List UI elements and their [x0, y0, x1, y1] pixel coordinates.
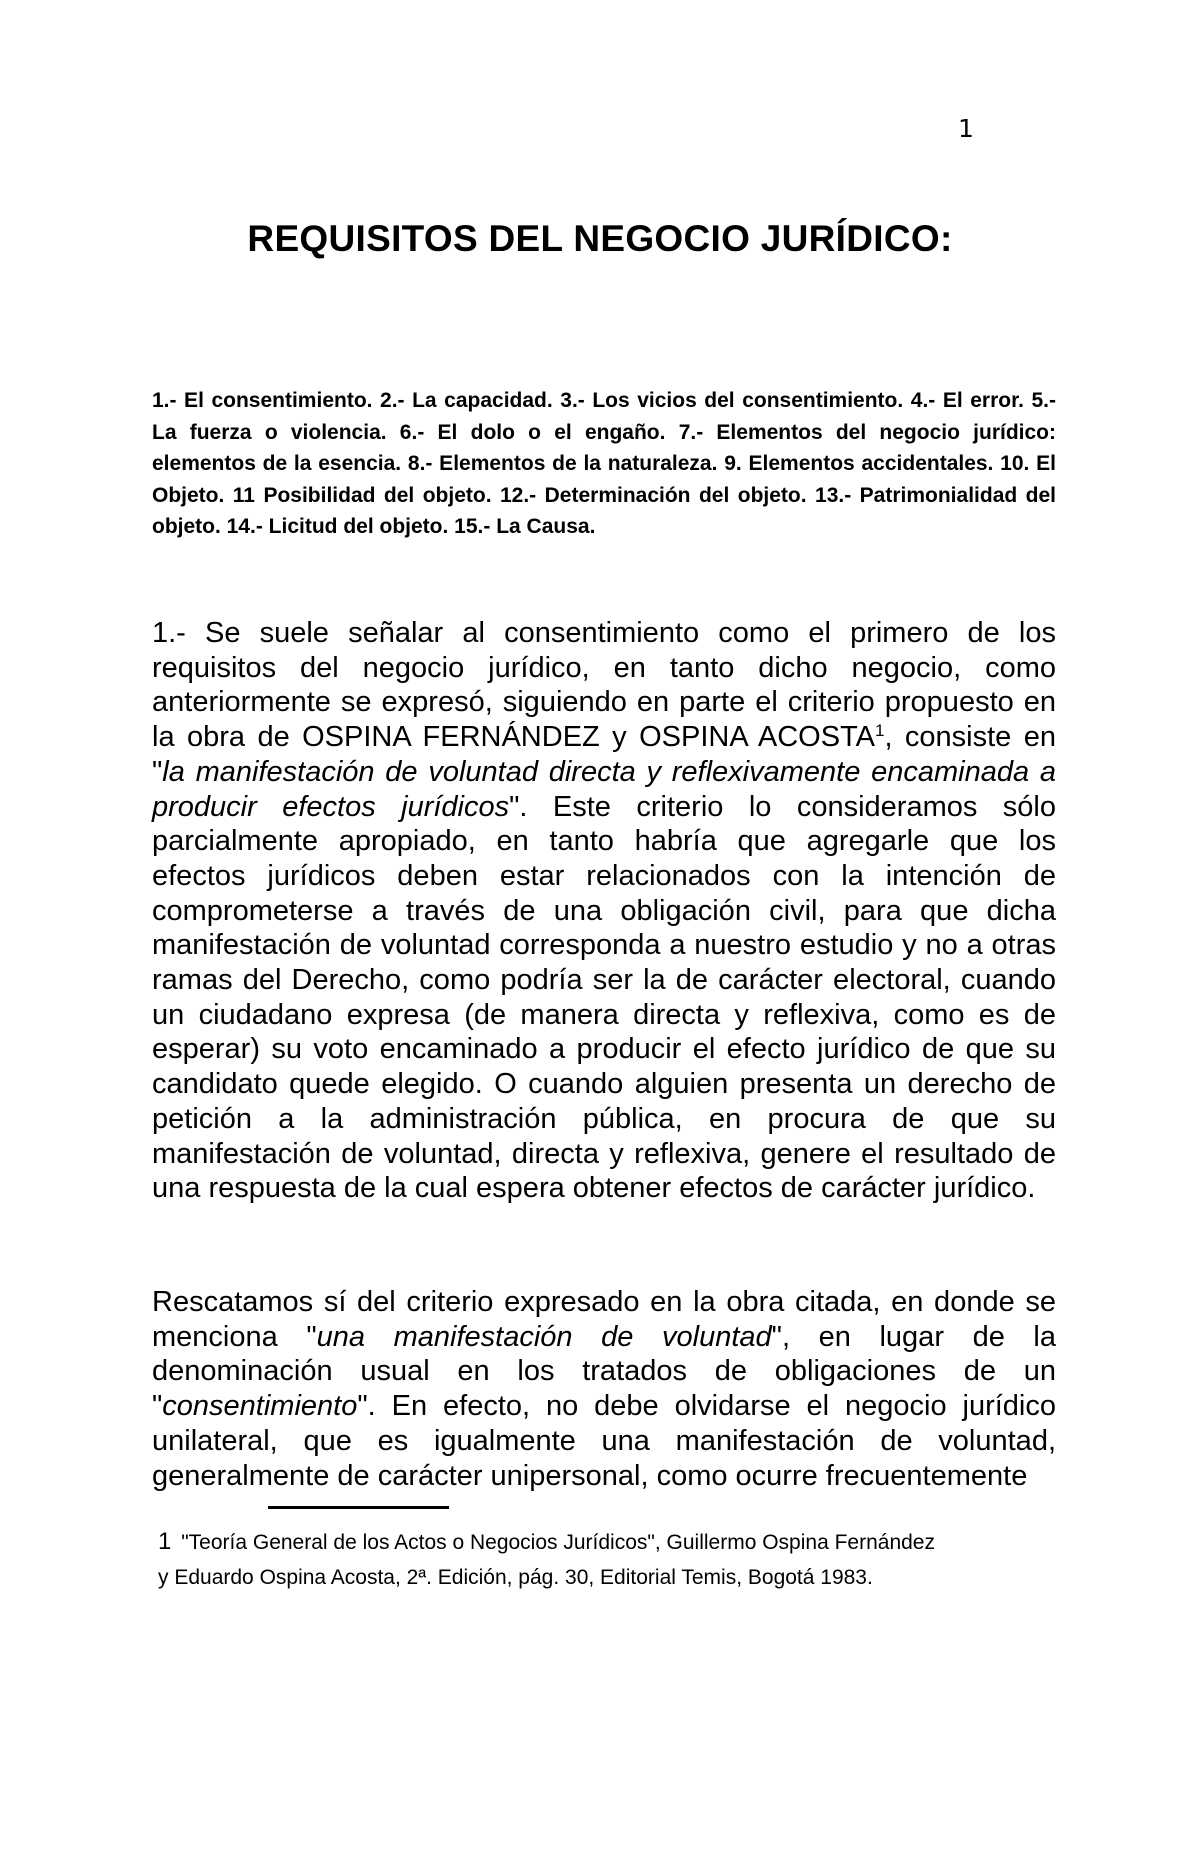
paragraph-text: ". En efecto, no debe olvidarse el negocio jurídico unilateral, que es igualmente una manifestación de voluntad, generalmente de carácter unipersonal, como ocurre frecuentemente — [152, 1390, 1056, 1492]
document-title: REQUISITOS DEL NEGOCIO JURÍDICO: — [247, 218, 953, 259]
paragraph-consentimiento — [152, 616, 1056, 1206]
italic-quote: consentimiento — [162, 1390, 358, 1423]
page-number: 1 — [958, 114, 974, 143]
footnote-number: 1 — [158, 1528, 172, 1555]
footnote — [158, 1524, 948, 1595]
topics-summary: 1.- El consentimiento. 2.- La capacidad. 3.- Los vicios del consentimiento. 4.- El error. 5.- La fuerza o violencia. 6.- El dolo o el engaño. 7.- Elementos del negocio jurídico: elementos de la esencia. 8.- Elementos de la naturaleza. 9. Elementos accidentales. 10. El Objeto. 11 Posibilidad del objeto. 12.- Determinación del objeto. 13.- Patrimonialidad del objeto. 14.- Licitud del objeto. 15.- La Causa. — [152, 389, 1056, 538]
paragraph-text: , consiste en " — [152, 721, 1056, 788]
paragraph-text: ", en lugar de la denominación usual en los tratados de obligaciones de un " — [152, 1320, 1057, 1423]
paragraph-text: Rescatamos sí del criterio expresado en la obra citada, en donde se menciona " — [152, 1286, 1056, 1353]
footnote-reference: 1 — [874, 721, 885, 741]
paragraph-text: ". Este criterio lo consideramos sólo parcialmente apropiado, en tanto habría que agregarle que los efectos jurídicos deben estar relacionados con la intención de comprometerse a través de una obligación civil, para que dicha manifestación de voluntad corresponda a nuestro estudio y no a otras ramas del Derecho, como podría ser la de carácter electoral, cuando un ciudadano expresa (de manera directa y reflexiva, como es de esperar) su voto encaminado a producir el efecto jurídico de que su candidato quede elegido. O cuando alguien presenta un derecho de petición a la administración pública, en procura de que su manifestación de voluntad, directa y reflexiva, genere el resultado de una respuesta de la cual espera obtener efectos de carácter jurídico. — [152, 790, 1056, 1205]
footnote-text: "Teoría General de los Actos o Negocios Jurídicos", Guillermo Ospina Fernández y Eduardo Ospina Acosta, 2ª. Edición, pág. 30, Editorial Temis, Bogotá 1983. — [158, 1531, 935, 1589]
paragraph-text: 1.- Se suele señalar al consentimiento como el primero de los requisitos del negocio jurídico, en tanto dicho negocio, como anteriormente se expresó, siguiendo en parte el criterio propuesto en la obra de OSPINA FERNÁNDEZ y OSPINA ACOSTA — [152, 617, 1056, 754]
paragraph-rescatamos — [152, 1285, 1056, 1493]
italic-quote: una manifestación de voluntad — [316, 1320, 772, 1353]
footnote-separator — [268, 1506, 449, 1509]
italic-quote: la manifestación de voluntad directa y reflexivamente encaminada a producir efectos jurídicos — [152, 755, 1056, 823]
